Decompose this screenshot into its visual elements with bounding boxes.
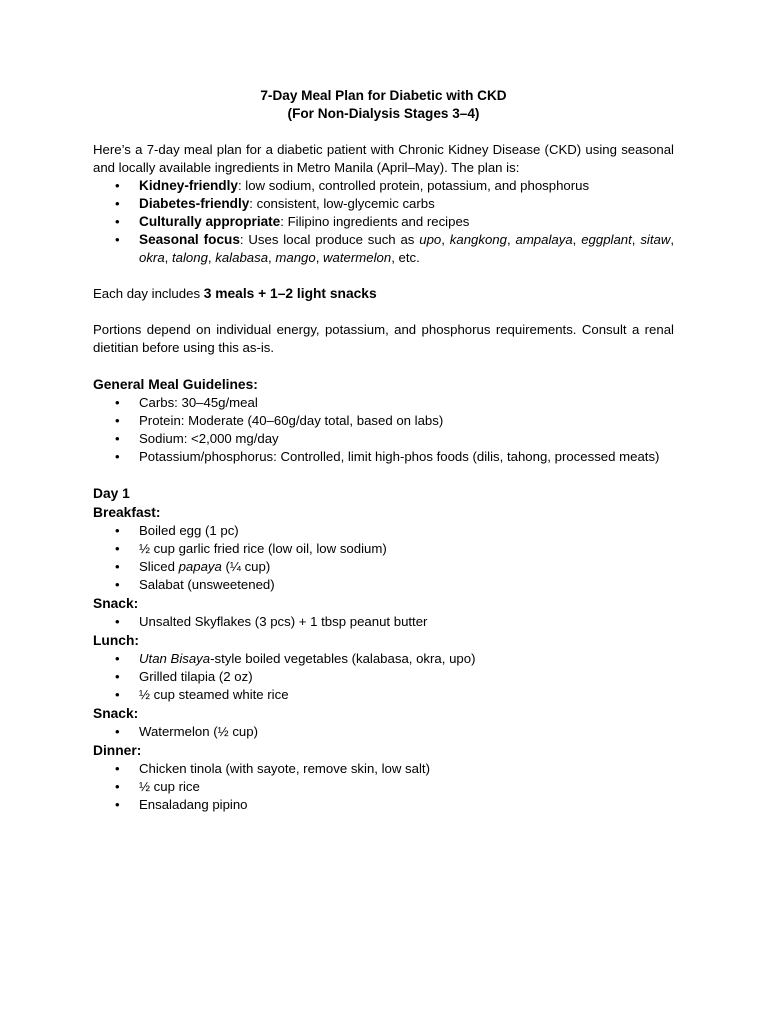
list-item xyxy=(93,668,674,686)
bullet-icon: • xyxy=(115,761,120,776)
daily-summary-prefix: Each day includes xyxy=(93,286,204,301)
bullet-icon: • xyxy=(115,541,120,556)
list-item xyxy=(93,394,674,412)
guidelines-list xyxy=(93,394,674,466)
separator: , xyxy=(315,250,324,265)
list-item xyxy=(93,650,674,668)
item-text: Sliced xyxy=(139,559,179,574)
separator: , xyxy=(506,232,516,247)
item-text: Salabat (unsweetened) xyxy=(139,577,275,592)
guideline-text: Potassium/phosphorus: Controlled, limit high-phos foods (dilis, tahong, processed meats) xyxy=(139,449,660,464)
dinner-list xyxy=(93,760,674,814)
separator: , xyxy=(164,250,172,265)
breakfast-list xyxy=(93,522,674,594)
bullet-icon: • xyxy=(115,449,120,464)
daily-summary xyxy=(93,285,674,303)
list-item xyxy=(93,760,674,778)
lunch-list xyxy=(93,650,674,704)
list-item xyxy=(93,177,674,195)
list-item xyxy=(93,558,674,576)
list-item xyxy=(93,522,674,540)
feature-tail: , etc. xyxy=(391,250,420,265)
separator: , xyxy=(207,250,216,265)
bullet-icon: • xyxy=(115,687,120,702)
bullet-icon: • xyxy=(115,559,120,574)
list-item xyxy=(93,448,674,466)
list-item xyxy=(93,686,674,704)
produce-item: sitaw xyxy=(640,232,671,247)
item-emphasis: papaya xyxy=(178,559,222,574)
guideline-text: Sodium: <2,000 mg/day xyxy=(139,431,279,446)
snack-list xyxy=(93,723,674,741)
feature-text: : Filipino ingredients and recipes xyxy=(280,214,470,229)
list-item xyxy=(93,231,674,267)
list-item xyxy=(93,576,674,594)
item-text: ½ cup garlic fried rice (low oil, low sodium) xyxy=(139,541,387,556)
separator: , xyxy=(631,232,641,247)
item-text: Boiled egg (1 pc) xyxy=(139,523,239,538)
daily-summary-emphasis: 3 meals + 1–2 light snacks xyxy=(203,286,377,301)
item-text: Unsalted Skyflakes (3 pcs) + 1 tbsp peanut butter xyxy=(139,614,428,629)
list-item xyxy=(93,796,674,814)
item-text: ½ cup rice xyxy=(139,779,200,794)
list-item xyxy=(93,723,674,741)
snack-heading: Snack: xyxy=(93,706,139,721)
feature-label: Seasonal focus xyxy=(139,232,240,247)
bullet-icon: • xyxy=(115,395,120,410)
intro-paragraph: Here’s a 7-day meal plan for a diabetic patient with Chronic Kidney Disease (CKD) using seasonal and locally available ingredients in Metro Manila (April–May). The plan is: xyxy=(93,142,674,175)
produce-item: kalabasa xyxy=(215,250,269,265)
bullet-icon: • xyxy=(115,431,120,446)
bullet-icon: • xyxy=(115,232,120,247)
produce-item: ampalaya xyxy=(515,232,573,247)
produce-item: watermelon xyxy=(323,250,392,265)
guideline-text: Protein: Moderate (40–60g/day total, based on labs) xyxy=(139,413,444,428)
item-text: Ensaladang pipino xyxy=(139,797,248,812)
item-text: Watermelon (½ cup) xyxy=(139,724,258,739)
bullet-icon: • xyxy=(115,178,120,193)
bullet-icon: • xyxy=(115,196,120,211)
list-item xyxy=(93,540,674,558)
produce-item: kangkong xyxy=(449,232,507,247)
list-item xyxy=(93,195,674,213)
feature-label: Diabetes-friendly xyxy=(139,196,250,211)
list-item xyxy=(93,412,674,430)
guideline-text: Carbs: 30–45g/meal xyxy=(139,395,258,410)
separator: , xyxy=(572,232,582,247)
bullet-icon: • xyxy=(115,523,120,538)
bullet-icon: • xyxy=(115,614,120,629)
document-body xyxy=(93,87,674,814)
feature-text: : Uses local produce such as xyxy=(239,232,420,247)
feature-label: Kidney-friendly xyxy=(139,178,238,193)
produce-item: mango xyxy=(275,250,316,265)
item-text: Grilled tilapia (2 oz) xyxy=(139,669,253,684)
breakfast-heading: Breakfast: xyxy=(93,505,161,520)
bullet-icon: • xyxy=(115,651,120,666)
guidelines-heading: General Meal Guidelines: xyxy=(93,377,258,392)
bullet-icon: • xyxy=(115,413,120,428)
day-heading: Day 1 xyxy=(93,486,130,501)
separator: , xyxy=(670,232,675,247)
item-text: (¼ cup) xyxy=(221,559,271,574)
bullet-icon: • xyxy=(115,214,120,229)
lunch-heading: Lunch: xyxy=(93,633,139,648)
feature-text: : low sodium, controlled protein, potassium, and phosphorus xyxy=(237,178,590,193)
portions-note: Portions depend on individual energy, potassium, and phosphorus requirements. Consult a renal dietitian before using this as-is. xyxy=(93,322,674,355)
feature-list xyxy=(93,177,674,267)
list-item xyxy=(93,778,674,796)
page-subtitle: (For Non-Dialysis Stages 3–4) xyxy=(287,106,480,121)
bullet-icon: • xyxy=(115,577,120,592)
bullet-icon: • xyxy=(115,797,120,812)
separator: , xyxy=(441,232,450,247)
dinner-heading: Dinner: xyxy=(93,743,142,758)
list-item xyxy=(93,613,674,631)
produce-item: talong xyxy=(171,250,208,265)
item-text: ½ cup steamed white rice xyxy=(139,687,289,702)
list-item xyxy=(93,430,674,448)
bullet-icon: • xyxy=(115,724,120,739)
bullet-icon: • xyxy=(115,669,120,684)
produce-item: upo xyxy=(419,232,442,247)
list-item xyxy=(93,213,674,231)
separator: , xyxy=(268,250,276,265)
feature-label: Culturally appropriate xyxy=(139,214,281,229)
feature-text: : consistent, low-glycemic carbs xyxy=(249,196,435,211)
bullet-icon: • xyxy=(115,779,120,794)
item-text: Chicken tinola (with sayote, remove skin, low salt) xyxy=(139,761,430,776)
produce-item: eggplant xyxy=(581,232,632,247)
snack-heading: Snack: xyxy=(93,596,139,611)
produce-item: okra xyxy=(139,250,165,265)
snack-list xyxy=(93,613,674,631)
item-text: -style boiled vegetables (kalabasa, okra, upo) xyxy=(210,651,476,666)
item-emphasis: Utan Bisaya xyxy=(139,651,211,666)
page-title: 7-Day Meal Plan for Diabetic with CKD xyxy=(260,88,507,103)
